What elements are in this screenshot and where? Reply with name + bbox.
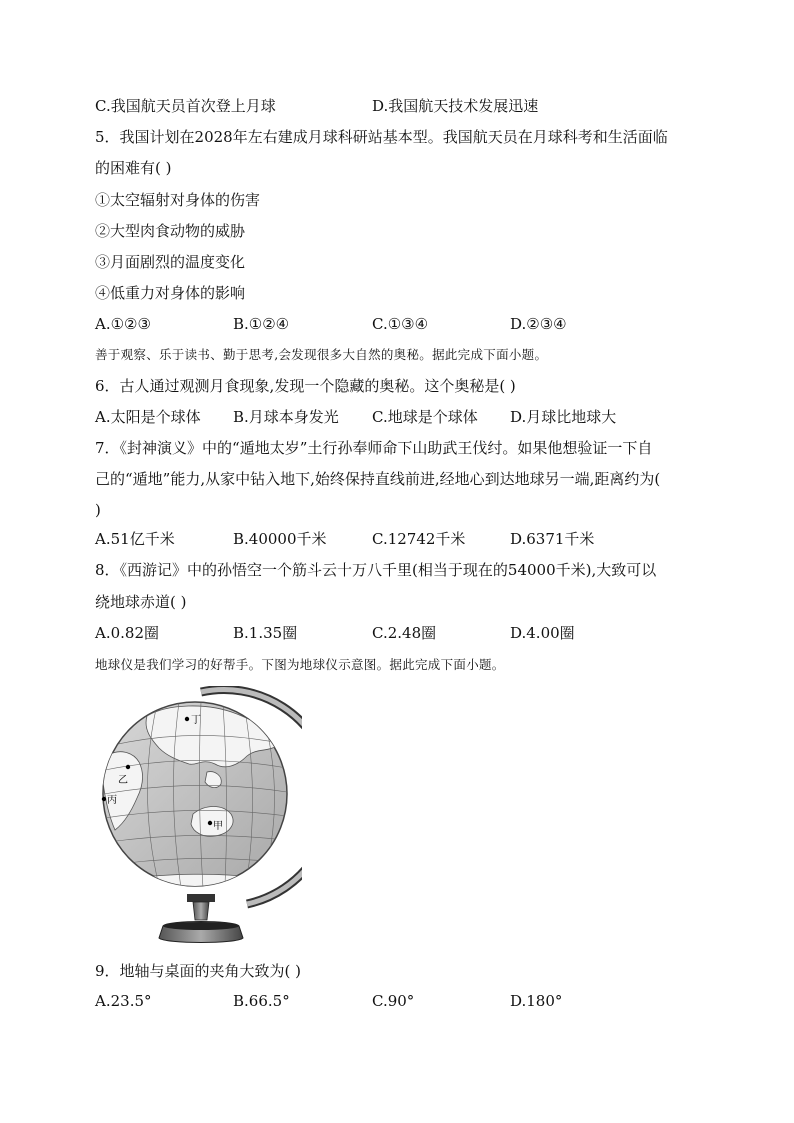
q7-stem-line1: 7．《封神演义》中的“遁地太岁”土行孙奉师命下山助武王伐纣。如果他想验证一下自 [95,439,653,457]
q5-stem-line1: 5．我国计划在2028年左右建成月球科研站基本型。我国航天员在月球科考和生活面临 [95,128,668,146]
q6-option-b: B.月球本身发光 [233,408,339,426]
q5-item-1: ①太空辐射对身体的伤害 [95,191,261,209]
point-ding-marker [185,717,189,721]
q6-option-c: C.地球是个球体 [372,408,478,426]
q7-option-a: A.51亿千米 [95,530,175,548]
q5-item-2: ②大型肉食动物的威胁 [95,222,246,240]
q5-item-3: ③月面剧烈的温度变化 [95,253,246,271]
q9-option-d: D.180° [510,992,563,1010]
q5-option-b: B.①②④ [233,315,290,333]
q7-option-c: C.12742千米 [372,530,466,548]
section-intro-2: 地球仪是我们学习的好帮手。下图为地球仪示意图。据此完成下面小题。 [95,657,505,672]
label-ding: 丁 [191,715,201,726]
globe-stand-neck [187,894,215,902]
q6-option-a: A.太阳是个球体 [95,408,201,426]
q7-stem-line3: ) [95,501,101,519]
point-yi-marker [126,765,130,769]
label-yi: 乙 [118,775,128,786]
q7-option-d: D.6371千米 [510,530,595,548]
q9-option-a: A.23.5° [95,992,152,1010]
q8-stem-line1: 8．《西游记》中的孙悟空一个筋斗云十万八千里(相当于现在的54000千米),大致可以 [95,561,657,579]
q8-option-b: B.1.35圈 [233,624,298,642]
q9-option-c: C.90° [372,992,415,1010]
q5-option-a: A.①②③ [95,315,151,333]
point-jia-marker [208,821,212,825]
continent-antarctica [117,874,277,896]
section-intro-1: 善于观察、乐于读书、勤于思考,会发现很多大自然的奥秘。据此完成下面小题。 [95,347,548,362]
q4-option-c: C.我国航天员首次登上月球 [95,97,276,115]
globe-stand-column [193,902,209,920]
q5-item-4: ④低重力对身体的影响 [95,284,246,302]
label-jia: 甲 [213,821,223,832]
label-bing: 丙 [107,795,117,806]
q8-stem-line2: 绕地球赤道( ) [95,593,187,611]
globe-figure [97,686,302,948]
q7-option-b: B.40000千米 [233,530,327,548]
q9-option-b: B.66.5° [233,992,290,1010]
point-bing-marker [102,797,106,801]
q8-option-c: C.2.48圈 [372,624,437,642]
q8-option-d: D.4.00圈 [510,624,575,642]
q6-stem: 6．古人通过观测月食现象,发现一个隐藏的奥秘。这个奥秘是( ) [95,377,516,395]
q4-option-d: D.我国航天技术发展迅速 [372,97,539,115]
q8-option-a: A.0.82圈 [95,624,159,642]
q6-option-d: D.月球比地球大 [510,408,617,426]
q5-option-d: D.②③④ [510,315,567,333]
q5-stem-line2: 的困难有( ) [95,159,172,177]
q7-stem-line2: 己的“遁地”能力,从家中钻入地下,始终保持直线前进,经地心到达地球另一端,距离约为( [95,470,661,488]
q9-stem: 9．地轴与桌面的夹角大致为( ) [95,962,302,980]
q5-option-c: C.①③④ [372,315,429,333]
